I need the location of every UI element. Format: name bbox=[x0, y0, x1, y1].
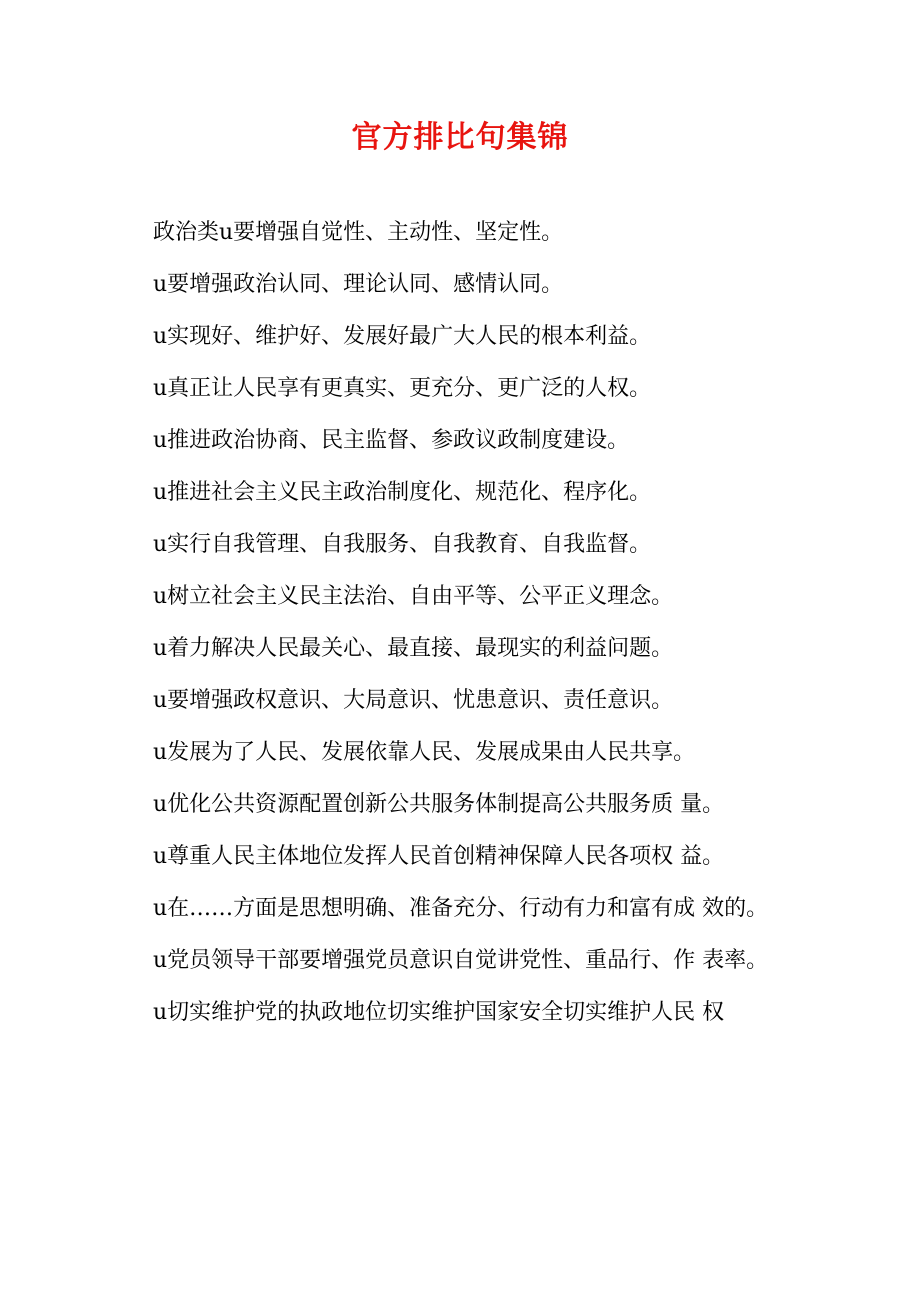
paragraph: u尊重人民主体地位发挥人民首创精神保障人民各项权 益。 bbox=[153, 844, 725, 869]
paragraph: u树立社会主义民主法治、自由平等、公平正义理念。 bbox=[153, 584, 674, 609]
paragraph: u推进社会主义民主政治制度化、规范化、程序化。 bbox=[153, 480, 652, 505]
paragraph: u要增强政治认同、理论认同、感情认同。 bbox=[153, 272, 564, 297]
paragraph: u在……方面是思想明确、准备充分、行动有力和富有成 效的。 bbox=[153, 896, 769, 921]
paragraph: u推进政治协商、民主监督、参政议政制度建设。 bbox=[153, 428, 630, 453]
paragraph: u发展为了人民、发展依靠人民、发展成果由人民共享。 bbox=[153, 740, 696, 765]
document-body bbox=[107, 207, 815, 1039]
paragraph: u实现好、维护好、发展好最广大人民的根本利益。 bbox=[153, 324, 652, 349]
paragraph: u优化公共资源配置创新公共服务体制提高公共服务质 量。 bbox=[153, 792, 725, 817]
paragraph: u党员领导干部要增强党员意识自觉讲党性、重品行、作 表率。 bbox=[153, 948, 769, 973]
paragraph: u切实维护党的执政地位切实维护国家安全切实维护人民 权 bbox=[153, 1000, 725, 1025]
paragraph: u真正让人民享有更真实、更充分、更广泛的人权。 bbox=[153, 376, 652, 401]
paragraph: u着力解决人民最关心、最直接、最现实的利益问题。 bbox=[153, 636, 674, 661]
paragraph: u实行自我管理、自我服务、自我教育、自我监督。 bbox=[153, 532, 652, 557]
paragraph: u要增强政权意识、大局意识、忧患意识、责任意识。 bbox=[153, 688, 674, 713]
paragraph: 政治类u要增强自觉性、主动性、坚定性。 bbox=[153, 220, 564, 245]
document-title: 官方排比句集锦 bbox=[351, 120, 569, 156]
